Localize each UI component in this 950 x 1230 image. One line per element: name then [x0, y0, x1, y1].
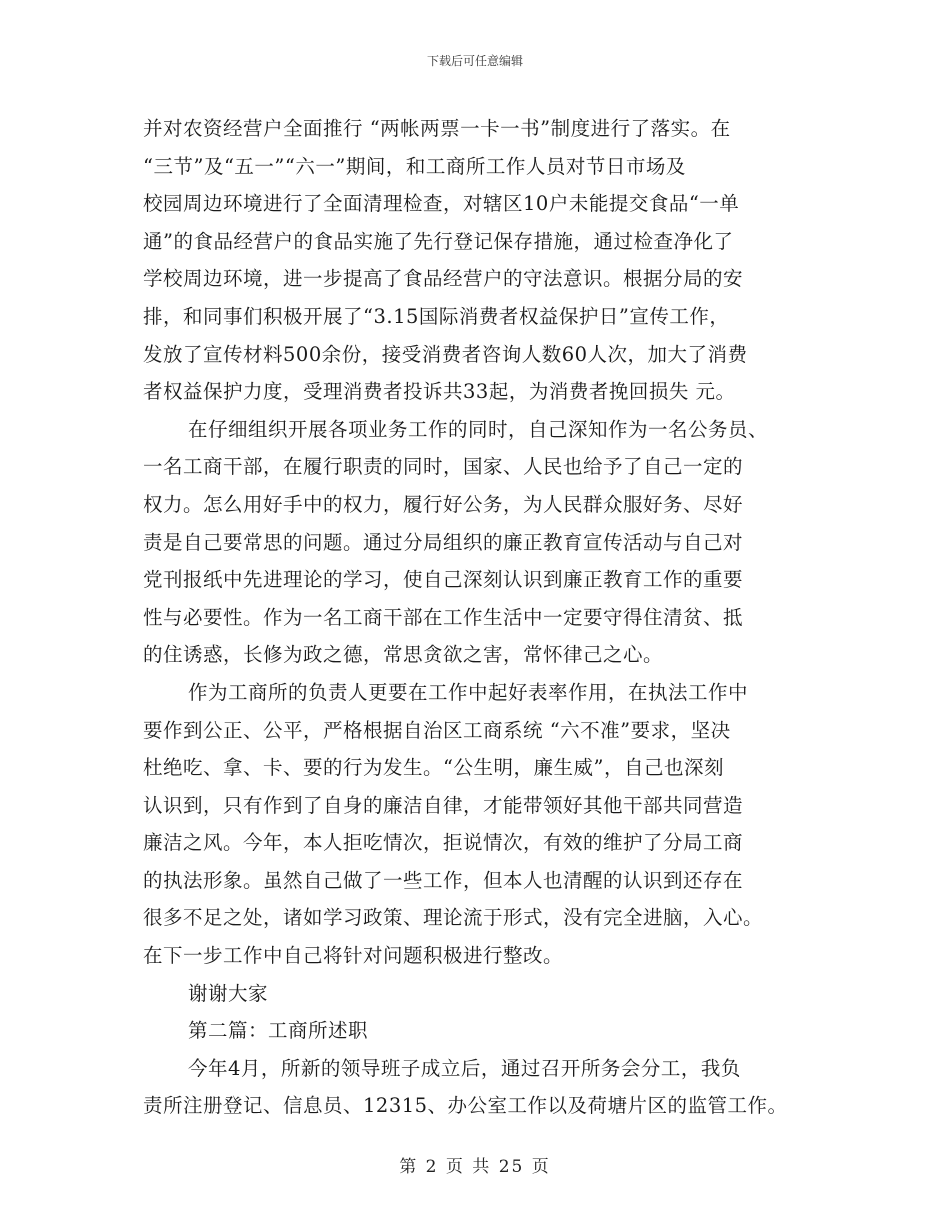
text-line: 杜绝吃、拿、卡、要的行为发生。“公生明，廉生威”，自己也深刻 — [143, 756, 724, 780]
text-line: “三节”及“五一”“六一”期间，和工商所工作人员对节日市场及 — [143, 154, 686, 178]
text-line: 谢谢大家 — [188, 981, 269, 1005]
text-line: 在下一步工作中自己将针对问题积极进行整改。 — [143, 944, 564, 968]
text-line: 要作到公正、公平，严格根据自治区工商系统 “六不准”要求，坚决 — [143, 718, 731, 742]
text-line: 作为工商所的负责人更要在工作中起好表率作用，在执法工作中 — [188, 680, 749, 704]
page-number-footer: 第 2 页 共 25 页 — [399, 1157, 551, 1177]
text-line: 在仔细组织开展各项业务工作的同时，自己深知作为一名公务员、 — [188, 417, 769, 441]
text-line: 今年4月，所新的领导班子成立后，通过召开所务会分工，我负 — [188, 1056, 741, 1080]
text-line: 认识到，只有作到了自身的廉洁自律，才能带领好其他干部共同营造 — [143, 793, 744, 817]
text-line: 责所注册登记、信息员、12315、办公室工作以及荷塘片区的监管工作。 — [143, 1094, 788, 1118]
text-line: 责是自己要常思的问题。通过分局组织的廉正教育宣传活动与自己对 — [143, 530, 744, 554]
text-line: 廉洁之风。今年，本人拒吃情次，拒说情次，有效的维护了分局工商 — [143, 831, 744, 855]
text-line: 的住诱惑，长修为政之德，常思贪欲之害，常怀律己之心。 — [143, 643, 664, 667]
page-header-note: 下载后可任意编辑 — [426, 54, 523, 68]
text-line: 排，和同事们积极开展了“3.15国际消费者权益保护日”宣传工作， — [143, 304, 730, 328]
text-line: 发放了宣传材料500余份，接受消费者咨询人数60人次，加大了消费 — [143, 342, 748, 366]
document-body — [143, 110, 833, 1125]
text-line: 者权益保护力度，受理消费者投诉共33起，为消费者挽回损失 元。 — [143, 380, 736, 404]
text-line: 通”的食品经营户的食品实施了先行登记保存措施，通过检查净化了 — [143, 229, 734, 253]
text-line: 很多不足之处，诸如学习政策、理论流于形式，没有完全进脑，入心。 — [143, 906, 764, 930]
text-line: 党刊报纸中先进理论的学习，使自己深刻认识到廉正教育工作的重要 — [143, 568, 744, 592]
text-line: 校园周边环境进行了全面清理检查，对辖区10户未能提交食品“一单 — [143, 192, 740, 216]
text-line: 第二篇：工商所述职 — [188, 1019, 369, 1043]
text-line: 性与必要性。作为一名工商干部在工作生活中一定要守得住清贫、抵 — [143, 605, 744, 629]
text-line: 权力。怎么用好手中的权力，履行好公务，为人民群众服好务、尽好 — [143, 492, 744, 516]
text-line: 一名工商干部，在履行职责的同时，国家、人民也给予了自己一定的 — [143, 455, 744, 479]
text-line: 学校周边环境，进一步提高了食品经营户的守法意识。根据分局的安 — [143, 267, 744, 291]
text-line: 并对农资经营户全面推行 “两帐两票一卡一书”制度进行了落实。在 — [143, 117, 731, 140]
text-line: 的执法形象。虽然自己做了一些工作，但本人也清醒的认识到还存在 — [143, 868, 744, 892]
